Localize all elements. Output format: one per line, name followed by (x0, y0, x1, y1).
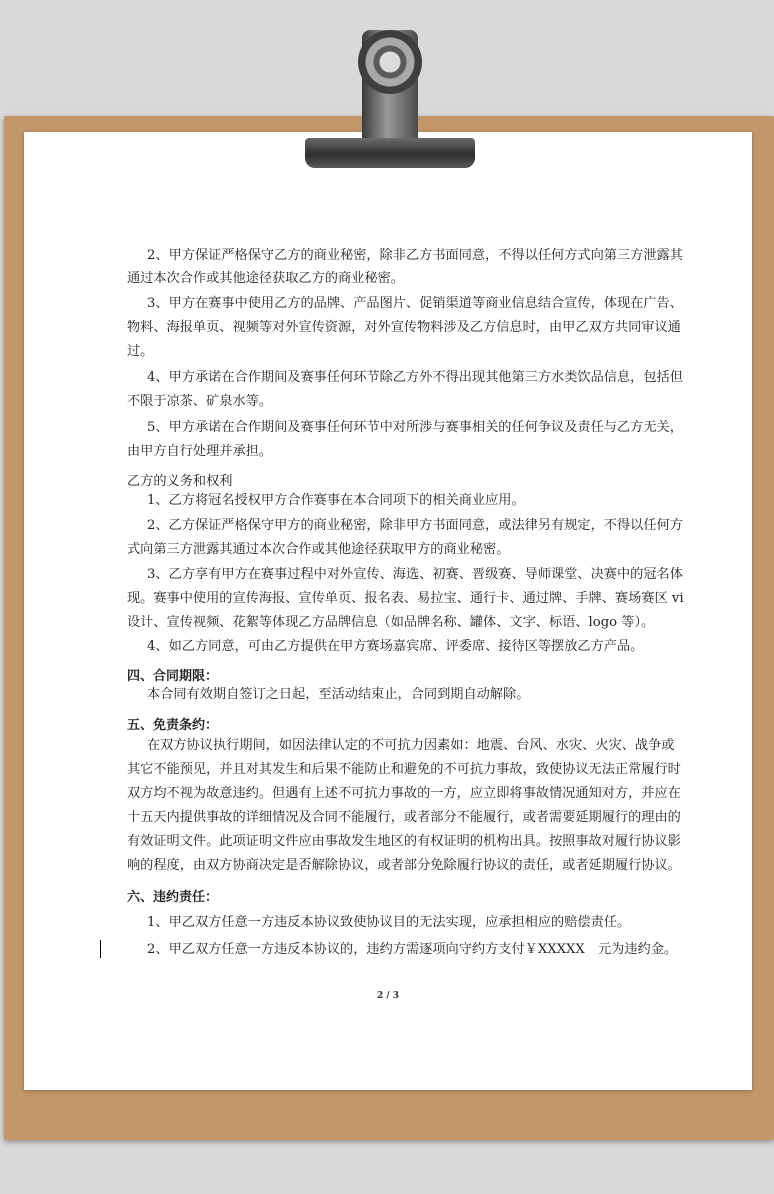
text-line: 3、乙方享有甲方在赛事过程中对外宣传、海选、初赛、晋级赛、导师课堂、决赛中的冠名体 (147, 567, 683, 582)
text-line: 1、甲乙双方任意一方违反本协议致使协议目的无法实现，应承担相应的赔偿责任。 (147, 915, 631, 930)
text-line: 响的程度，由双方协商决定是否解除协议，或者部分免除履行协议的责任，或者延期履行协议。 (127, 858, 681, 873)
text-line: 4、如乙方同意，可由乙方提供在甲方赛场嘉宾席、评委席、接待区等摆放乙方产品。 (147, 639, 644, 654)
section-heading: 四、合同期限： (127, 669, 219, 684)
text-line: 过。 (127, 344, 154, 359)
text-line: 其它不能预见，并且对其发生和后果不能防止和避免的不可抗力事故，致使协议无法正常履行时 (127, 762, 681, 777)
page-number: 2 / 3 (376, 991, 400, 1001)
text-line: 物料、海报单页、视频等对外宣传资源，对外宣传物料涉及乙方信息时，由甲乙双方共同审议通 (127, 320, 681, 335)
text-line: 在双方协议执行期间，如因法律认定的不可抗力因素如：地震、台风、水灾、火灾、战争或 (147, 738, 675, 753)
document-content (24, 132, 752, 1090)
text-line: 3、甲方在赛事中使用乙方的品牌、产品图片、促销渠道等商业信息结合宣传，体现在广告、 (147, 296, 683, 311)
text-line: 2、乙方保证严格保守甲方的商业秘密，除非甲方书面同意，或法律另有规定，不得以任何方 (147, 518, 683, 533)
text-line: 不限于凉茶、矿泉水等。 (127, 394, 273, 409)
text-line: 2、甲方保证严格保守乙方的商业秘密，除非乙方书面同意，不得以任何方式向第三方泄露其 (147, 248, 683, 263)
section-heading: 六、违约责任： (127, 890, 219, 905)
section-heading: 五、免责条约： (127, 718, 219, 733)
text-line: 式向第三方泄露其通过本次合作或其他途径获取甲方的商业秘密。 (127, 542, 510, 557)
text-cursor (100, 940, 101, 958)
text-line: 有效证明文件。此项证明文件应由事故发生地区的有权证明的机构出具。按照事故对履行协议影 (127, 834, 681, 849)
text-line: 双方均不视为故意违约。但遇有上述不可抗力事故的一方，应立即将事故情况通知对方，并应在 (127, 786, 681, 801)
text-line: 现。赛事中使用的宣传海报、宣传单页、报名表、易拉宝、通行卡、通过牌、手牌、赛场赛区 vi (127, 591, 684, 606)
text-line: 设计、宣传视频、花絮等体现乙方品牌信息（如品牌名称、罐体、文字、标语、logo 等）。 (127, 615, 655, 630)
section-heading: 乙方的义务和权利 (127, 474, 233, 489)
text-line: 4、甲方承诺在合作期间及赛事任何环节除乙方外不得出现其他第三方水类饮品信息，包括但 (147, 370, 683, 385)
text-line: 由甲方自行处理并承担。 (127, 444, 273, 459)
text-line: 1、乙方将冠名授权甲方合作赛事在本合同项下的相关商业应用。 (147, 493, 525, 508)
text-line: 本合同有效期自签订之日起，至活动结束止，合同到期自动解除。 (147, 687, 530, 702)
text-line: 5、甲方承诺在合作期间及赛事任何环节中对所涉与赛事相关的任何争议及责任与乙方无关， (147, 420, 683, 435)
text-line: 十五天内提供事故的详细情况及合同不能履行，或者部分不能履行，或者需要延期履行的理由的 (127, 810, 681, 825)
text-line: 2、甲乙双方任意一方违反本协议的，违约方需逐项向守约方支付￥XXXXX 元为违约金。 (147, 942, 678, 957)
clip-ring-icon (358, 30, 422, 94)
text-line: 通过本次合作或其他途径获取乙方的商业秘密。 (127, 271, 404, 286)
